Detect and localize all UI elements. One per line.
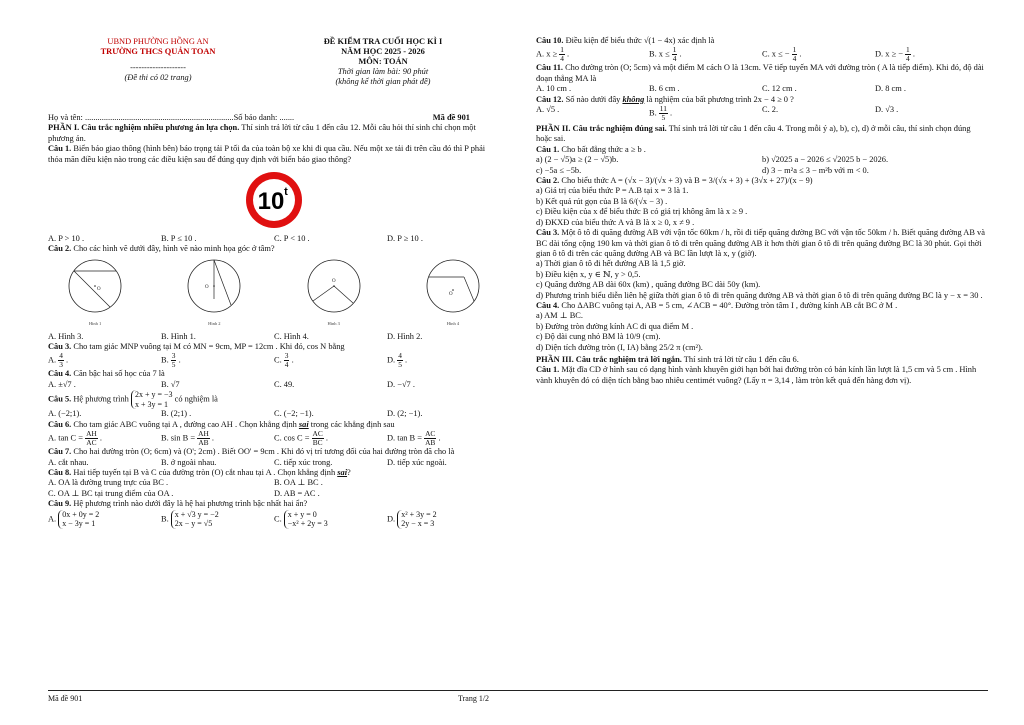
q1-option-c[interactable]: C. P < 10 . bbox=[274, 234, 310, 244]
part1-heading: PHẦN I. Câu trắc nghiệm nhiều phương án lựa chọn. Thí sinh trả lời từ câu 1 đến câu 12. Mỗi câu hỏi thí sinh chỉ chọn một phương án. bbox=[48, 123, 476, 143]
q3-option-b[interactable]: B. $\frac{3}{5}$ . bbox=[161, 351, 181, 370]
q8-answers-row1 bbox=[48, 478, 500, 488]
figure-1: O Hình 1 bbox=[66, 257, 124, 330]
q2-option-a[interactable]: A. Hình 3. bbox=[48, 331, 84, 341]
p2-q4-item-b[interactable]: b) Đường tròn đường kính AC đi qua điểm M . bbox=[536, 321, 694, 331]
q11-answers bbox=[536, 84, 988, 94]
q1-answers bbox=[48, 234, 500, 244]
q12-option-a[interactable]: A. √5 . bbox=[536, 105, 560, 115]
q6-answers bbox=[48, 430, 500, 447]
question-8: Câu 8. Hai tiếp tuyến tại B và C của đường tròn (O) cắt nhau tại A . Chọn khẳng định sai? bbox=[48, 467, 351, 477]
svg-text:O: O bbox=[331, 278, 336, 284]
q9-option-c[interactable]: C. x + y = 0 −x² + 2y = 3 bbox=[274, 509, 328, 529]
svg-text:O: O bbox=[448, 291, 453, 297]
subject: MÔN: TOÁN bbox=[358, 57, 408, 66]
q12-option-d[interactable]: D. √3 . bbox=[875, 105, 899, 115]
q5-option-c[interactable]: C. (−2; −1). bbox=[274, 409, 314, 419]
q11-option-c[interactable]: C. 12 cm . bbox=[762, 84, 797, 94]
left-column bbox=[48, 113, 500, 529]
q9-option-b[interactable]: B. x + √3 y = −2 2x − y = √5 bbox=[161, 509, 219, 529]
school-year: NĂM HỌC 2025 - 2026 bbox=[341, 47, 425, 56]
q3-option-a[interactable]: A. $\frac{4}{3}$ . bbox=[48, 351, 69, 370]
traffic-sign bbox=[48, 170, 500, 230]
exam-code: Mã đề 901 bbox=[432, 113, 470, 122]
authority-name: UBND PHƯỜNG HỒNG AN bbox=[107, 37, 209, 46]
exam-time: Thời gian làm bài: 90 phút bbox=[337, 67, 429, 76]
q7-option-d[interactable]: D. tiếp xúc ngoài. bbox=[387, 457, 447, 467]
p2-q1-item-b[interactable]: b) √2025 a − 2026 ≤ √2025 b − 2026. bbox=[762, 155, 889, 165]
q9-answers bbox=[48, 510, 500, 529]
q8-answers-row2 bbox=[48, 489, 500, 499]
q1-option-a[interactable]: A. P > 10 . bbox=[48, 234, 85, 244]
p2-q1-item-c[interactable]: c) −5a ≤ −5b. bbox=[536, 165, 582, 175]
q11-option-a[interactable]: A. 10 cm . bbox=[536, 84, 572, 94]
question-10: Câu 10. Điều kiện để biểu thức √(1 − 4x) xác định là bbox=[536, 36, 715, 45]
svg-text:O: O bbox=[205, 284, 209, 290]
q10-option-d[interactable]: D. x ≥ − $\frac{1}{4}$ . bbox=[875, 45, 915, 64]
q8-option-a[interactable]: A. OA là đường trung trực của BC . bbox=[48, 478, 169, 488]
q9-option-d[interactable]: D. x² + 3y = 2 2y − x = 3 bbox=[387, 509, 437, 529]
q3-option-d[interactable]: D. $\frac{4}{5}$ . bbox=[387, 351, 408, 370]
q10-option-a[interactable]: A. x ≥ $\frac{1}{4}$ . bbox=[536, 45, 570, 64]
figure-3: O Hình 3 bbox=[305, 257, 363, 330]
circle-figure-4-icon bbox=[424, 257, 482, 315]
p2-question-3: Câu 3. Một ô tô đi quãng đường AB với vận tốc 60km / h, rồi đi tiếp quãng đường BC với vận tốc 50km / h. Biết quãng đường AB và BC dài tổng cộng 190 km và thời gian ô tô đi trên quãng đường AB ít hơn thời gian ô tô đi trên quãng đường BC là 30 phút. Gọi thời gian ô tô đi trên các quãng đường AB và BC lần lượt là x, y (giờ). bbox=[536, 228, 985, 258]
q6-option-c[interactable]: C. cos C = $\frac{AC}{BC}$ . bbox=[274, 429, 328, 448]
part3-heading: PHẦN III. Câu trắc nghiệm trả lời ngắn. Thí sinh trả lời từ câu 1 đến câu 6. bbox=[536, 354, 799, 364]
right-column bbox=[536, 36, 988, 386]
q2-option-d[interactable]: D. Hình 2. bbox=[387, 331, 423, 341]
q8-option-b[interactable]: B. OA ⊥ BC . bbox=[274, 478, 323, 488]
q2-option-b[interactable]: B. Hình 1. bbox=[161, 331, 196, 341]
part2-heading: PHẦN II. Câu trắc nghiệm đúng sai. Thí sinh trả lời từ câu 1 đến câu 4. Trong mỗi ý a), b), c), d) ở mỗi câu, thí sinh chọn đúng hoặc sai. bbox=[536, 124, 971, 144]
question-9: Câu 9. Hệ phương trình nào dưới đây là hệ hai phương trình bậc nhất hai ẩn? bbox=[48, 499, 308, 509]
student-info-line bbox=[48, 113, 500, 123]
figure-2: O Hình 2 bbox=[185, 257, 243, 330]
circle-figure-2-icon bbox=[185, 257, 243, 315]
p2-q4-item-c[interactable]: c) Độ dài cung nhỏ BM là 10/9 (cm). bbox=[536, 332, 661, 342]
header-dashes: -------------------- bbox=[130, 63, 186, 72]
q10-option-c[interactable]: C. x ≤ − $\frac{1}{4}$ . bbox=[762, 45, 802, 64]
q8-option-d[interactable]: D. AB = AC . bbox=[274, 488, 320, 498]
q3-option-c[interactable]: C. $\frac{3}{4}$ . bbox=[274, 351, 294, 370]
p2-q1-item-a[interactable]: a) (2 − √5)a ≥ (2 − √5)b. bbox=[536, 155, 619, 165]
q5-option-b[interactable]: B. (2;1) . bbox=[161, 409, 192, 419]
exam-header bbox=[268, 37, 498, 87]
p2-question-4: Câu 4. Cho ΔABC vuông tại A, AB = 5 cm, ∠ACB = 40°. Đường tròn tâm I , đường kính AB cắt BC ở M . bbox=[536, 300, 898, 310]
p2-q3-item-b[interactable]: b) Điều kiện x, y ∈ ℕ, y > 0,5. bbox=[536, 269, 641, 279]
q2-figures bbox=[48, 257, 500, 330]
q1-option-b[interactable]: B. P ≤ 10 . bbox=[161, 234, 197, 244]
p2-q2-item-b[interactable]: b) Kết quả rút gọn của B là 6/(√x − 3) . bbox=[536, 196, 668, 206]
question-4: Câu 4. Căn bậc hai số học của 7 là bbox=[48, 369, 165, 379]
exam-time-note: (không kể thời gian phát đề) bbox=[335, 77, 431, 86]
q9-option-a[interactable]: A. 0x + 0y = 2 x − 3y = 1 bbox=[48, 509, 100, 529]
p2-q3-item-a[interactable]: a) Thời gian ô tô đi hết đường AB là 1,5 giờ. bbox=[536, 259, 686, 269]
question-12: Câu 12. Số nào dưới đây không là nghiệm của bất phương trình 2x − 4 ≥ 0 ? bbox=[536, 94, 794, 104]
q12-answers bbox=[536, 105, 988, 122]
svg-text:O: O bbox=[97, 286, 101, 292]
q4-option-d[interactable]: D. −√7 . bbox=[387, 379, 415, 389]
p3-question-1: Câu 1. Mặt đĩa CD ở hình sau có dạng hình vành khuyên giới hạn bởi hai đường tròn có bán kính lần lượt là 1,5 cm và 5 cm . Hình vành khuyên đó có diện tích bằng bao nhiêu centimét vuông? (Lấy π = 3,14 , làm tròn kết quả đến hàng đơn vị). bbox=[536, 365, 977, 385]
q2-answers bbox=[48, 332, 500, 342]
question-11: Câu 11. Cho đường tròn (O; 5cm) và một điểm M cách O là 13cm. Vẽ tiếp tuyến MA với đường tròn ( A là tiếp điểm). Khi đó, độ dài đoạn thẳng MA là bbox=[536, 63, 984, 83]
pages-note: (Đề thi có 02 trang) bbox=[124, 73, 192, 82]
q7-option-c[interactable]: C. tiếp xúc trong. bbox=[274, 457, 333, 467]
p2-q4-item-a[interactable]: a) AM ⊥ BC. bbox=[536, 311, 583, 321]
question-5: Câu 5. Hệ phương trình 2x + y = −3 x + 3y = 1 có nghiệm là bbox=[48, 390, 218, 409]
q4-option-b[interactable]: B. √7 bbox=[161, 379, 180, 389]
q8-option-c[interactable]: C. OA ⊥ BC tại trung điểm của OA . bbox=[48, 488, 174, 498]
footer-exam-code: Mã đề 901 bbox=[48, 694, 83, 703]
question-2: Câu 2. Cho các hình vẽ dưới đây, hình vẽ nào minh họa góc ở tâm? bbox=[48, 244, 275, 254]
question-3: Câu 3. Cho tam giác MNP vuông tại M có MN = 9cm, MP = 12cm . Khi đó, cos N bằng bbox=[48, 342, 345, 352]
q6-option-b[interactable]: B. sin B = $\frac{AH}{AB}$ . bbox=[161, 429, 215, 448]
q12-option-b[interactable]: B. $\frac{11}{5}$ . bbox=[649, 104, 673, 123]
exam-title: ĐỀ KIỂM TRA CUỐI HỌC KÌ I bbox=[323, 37, 443, 46]
q6-option-a[interactable]: A. tan C = $\frac{AH}{AC}$ . bbox=[48, 429, 102, 448]
q5-option-a[interactable]: A. (−2;1). bbox=[48, 409, 82, 419]
q6-option-d[interactable]: D. tan B = $\frac{AC}{AB}$ . bbox=[387, 429, 441, 448]
p2-q3-item-c[interactable]: c) Quãng đường AB dài 60x (km) , quãng đường BC dài 50y (km). bbox=[536, 280, 761, 290]
q7-option-b[interactable]: B. ở ngoài nhau. bbox=[161, 457, 217, 467]
school-name: TRƯỜNG THCS QUẢN TOAN bbox=[100, 47, 216, 56]
q12-option-c[interactable]: C. 2. bbox=[762, 105, 779, 115]
q11-option-d[interactable]: D. 8 cm . bbox=[875, 84, 906, 94]
p2-q1-items-row2 bbox=[536, 166, 988, 176]
q10-answers bbox=[536, 46, 988, 63]
p2-q1-items-row1 bbox=[536, 155, 988, 165]
q11-option-b[interactable]: B. 6 cm . bbox=[649, 84, 680, 94]
q2-option-c[interactable]: C. Hình 4. bbox=[274, 331, 309, 341]
q4-option-a[interactable]: A. ±√7 . bbox=[48, 379, 76, 389]
q4-option-c[interactable]: C. 49. bbox=[274, 379, 295, 389]
q4-answers bbox=[48, 380, 500, 390]
p2-question-2: Câu 2. Cho biểu thức A = (√x − 3)/(√x + 3) và B = 3/(√x + 3) + (3√x + 27)/(x − 9) bbox=[536, 176, 813, 186]
p2-q2-item-c[interactable]: c) Điều kiện của x để biểu thức B có giá trị không âm là x ≥ 9 . bbox=[536, 207, 748, 217]
q3-answers bbox=[48, 352, 500, 369]
sign-value: 10 bbox=[257, 188, 285, 216]
question-6: Câu 6. Cho tam giác ABC vuông tại A , đường cao AH . Chọn khẳng định sai trong các khẳng định sau bbox=[48, 419, 395, 429]
q5-option-d[interactable]: D. (2; −1). bbox=[387, 409, 423, 419]
question-7: Câu 7. Cho hai đường tròn (O; 6cm) và (O'; 2cm) . Biết OO' = 9cm . Khi đó vị trí tương đối của hai đường tròn đã cho là bbox=[48, 447, 455, 457]
footer-page-number: Trang 1/2 bbox=[458, 694, 490, 703]
school-header bbox=[48, 37, 268, 83]
q7-option-a[interactable]: A. cắt nhau. bbox=[48, 457, 89, 467]
p2-q4-item-d[interactable]: d) Diện tích đường tròn (I, IA) bằng 25/2 π (cm²). bbox=[536, 342, 703, 352]
question-1: Câu 1. Biển báo giao thông (hình bên) báo trọng tải P tối đa của toàn bộ xe khi đi qua cầu. Nếu một xe tải đi trên cầu đó thì P phải thỏa mãn điều kiện nào trong các điều kiện sau để đúng quy định với biển báo giao thông? bbox=[48, 144, 486, 164]
student-name-field: Họ và tên: .......................................................................Số báo danh: ....... bbox=[48, 113, 295, 122]
figure-4: O Hình 4 bbox=[424, 257, 482, 330]
q5-answers bbox=[48, 409, 500, 419]
q7-answers bbox=[48, 458, 500, 468]
q10-option-b[interactable]: B. x ≤ $\frac{1}{4}$ . bbox=[649, 45, 682, 64]
p2-q2-item-d[interactable]: d) ĐKXĐ của biểu thức A và B là x ≥ 0, x ≠ 9 . bbox=[536, 217, 695, 227]
circle-figure-1-icon bbox=[66, 257, 124, 315]
sign-unit: t bbox=[284, 186, 288, 199]
p2-q3-item-d[interactable]: d) Phương trình biểu diễn liên hệ giữa thời gian ô tô đi trên quãng đường AB và thời gian ô tô đi trên quãng đường BC là y − x = 30 . bbox=[536, 290, 983, 300]
page-footer bbox=[48, 690, 988, 703]
p2-q1-item-d[interactable]: d) 3 − m²a ≤ 3 − m²b với m < 0. bbox=[762, 165, 869, 175]
circle-figure-3-icon bbox=[305, 257, 363, 315]
load-limit-sign-icon bbox=[244, 170, 304, 230]
q1-option-d[interactable]: D. P ≥ 10 . bbox=[387, 234, 423, 244]
p2-question-1: Câu 1. Cho bất đẳng thức a ≥ b . bbox=[536, 144, 646, 154]
p2-q2-item-a[interactable]: a) Giá trị của biểu thức P = A.B tại x = 3 là 1. bbox=[536, 186, 689, 196]
